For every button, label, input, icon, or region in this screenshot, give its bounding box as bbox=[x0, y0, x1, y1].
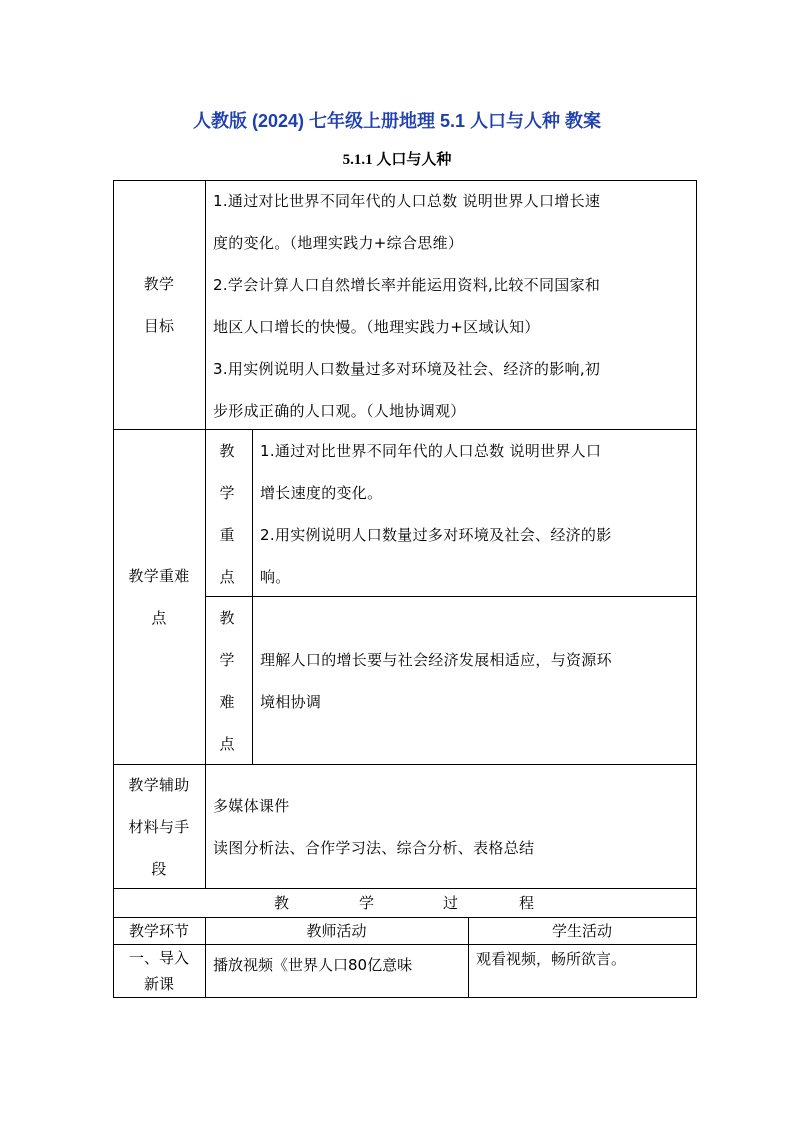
aids-line: 多媒体课件 bbox=[213, 797, 290, 815]
row1-stage-line: 新课 bbox=[143, 975, 174, 993]
row1-student: 观看视频，畅所欲言。 bbox=[476, 950, 627, 968]
focus-label-char: 点 bbox=[219, 568, 235, 586]
col-header-student: 学生活动 bbox=[551, 922, 612, 940]
col-divider-subhead bbox=[252, 429, 253, 764]
difficulty-label-char: 教 bbox=[219, 609, 235, 627]
aids-label-line: 段 bbox=[151, 860, 167, 878]
focus-content bbox=[260, 430, 692, 598]
aids-label bbox=[113, 764, 205, 890]
col-header-stage: 教学环节 bbox=[128, 922, 189, 940]
goals-content bbox=[213, 180, 693, 432]
focus-label bbox=[206, 430, 248, 598]
document-title: 人教版 (2024) 七年级上册地理 5.1 人口与人种 教案 bbox=[192, 111, 602, 131]
focus-label-char: 学 bbox=[219, 484, 235, 502]
process-header-char: 程 bbox=[519, 894, 535, 912]
goals-label-line: 目标 bbox=[143, 317, 175, 335]
row1-stage-line: 一、导入 bbox=[128, 949, 189, 967]
focus-line: 响。 bbox=[260, 568, 291, 586]
difficulty-label-char: 难 bbox=[219, 693, 235, 711]
goals-line: 度的变化。（地理实践力+综合思维） bbox=[213, 234, 464, 252]
process-header bbox=[114, 889, 696, 917]
process-header-char: 过 bbox=[443, 894, 459, 912]
aids-label-line: 教学辅助 bbox=[128, 776, 190, 794]
focus-label-char: 重 bbox=[219, 526, 235, 544]
goals-label-line: 教学 bbox=[143, 275, 175, 293]
keypoints-label-line: 点 bbox=[151, 609, 167, 627]
focus-line: 1.通过对比世界不同年代的人口总数 说明世界人口 bbox=[260, 442, 602, 460]
keypoints-label-line: 教学重难 bbox=[128, 567, 190, 585]
goals-line: 步形成正确的人口观。（人地协调观） bbox=[213, 402, 466, 420]
difficulty-line: 理解人口的增长要与社会经济发展相适应，与资源环 bbox=[260, 651, 612, 669]
goals-label bbox=[113, 263, 205, 347]
focus-label-char: 教 bbox=[219, 442, 235, 460]
process-header-char: 学 bbox=[359, 894, 375, 912]
table-border-right bbox=[696, 180, 697, 998]
focus-line: 增长速度的变化。 bbox=[260, 484, 383, 502]
row1-teacher: 播放视频《世界人口80亿意味 bbox=[213, 956, 413, 974]
difficulty-label bbox=[206, 597, 248, 765]
difficulty-label-char: 点 bbox=[219, 735, 235, 753]
aids-content bbox=[213, 785, 693, 869]
goals-line: 3.用实例说明人口数量过多对环境及社会、经济的影响,初 bbox=[213, 360, 601, 378]
goals-line: 1.通过对比世界不同年代的人口总数 说明世界人口增长速 bbox=[213, 192, 601, 210]
goals-line: 地区人口增长的快慢。（地理实践力+区域认知） bbox=[213, 318, 540, 336]
focus-line: 2.用实例说明人口数量过多对环境及社会、经济的影 bbox=[260, 526, 612, 544]
document-subtitle: 5.1.1 人口与人种 bbox=[342, 152, 452, 168]
keypoints-label bbox=[113, 555, 205, 639]
difficulty-line: 境相协调 bbox=[260, 693, 322, 711]
aids-line: 读图分析法、合作学习法、综合分析、表格总结 bbox=[213, 839, 535, 857]
difficulty-content bbox=[260, 639, 692, 723]
process-header-char: 教 bbox=[274, 894, 290, 912]
col-header-teacher: 教师活动 bbox=[306, 922, 367, 940]
difficulty-label-char: 学 bbox=[219, 651, 235, 669]
goals-line: 2.学会计算人口自然增长率并能运用资料,比较不同国家和 bbox=[213, 276, 601, 294]
table-border-bottom bbox=[113, 997, 697, 998]
aids-label-line: 材料与手 bbox=[128, 818, 190, 836]
row1-stage bbox=[113, 945, 205, 997]
